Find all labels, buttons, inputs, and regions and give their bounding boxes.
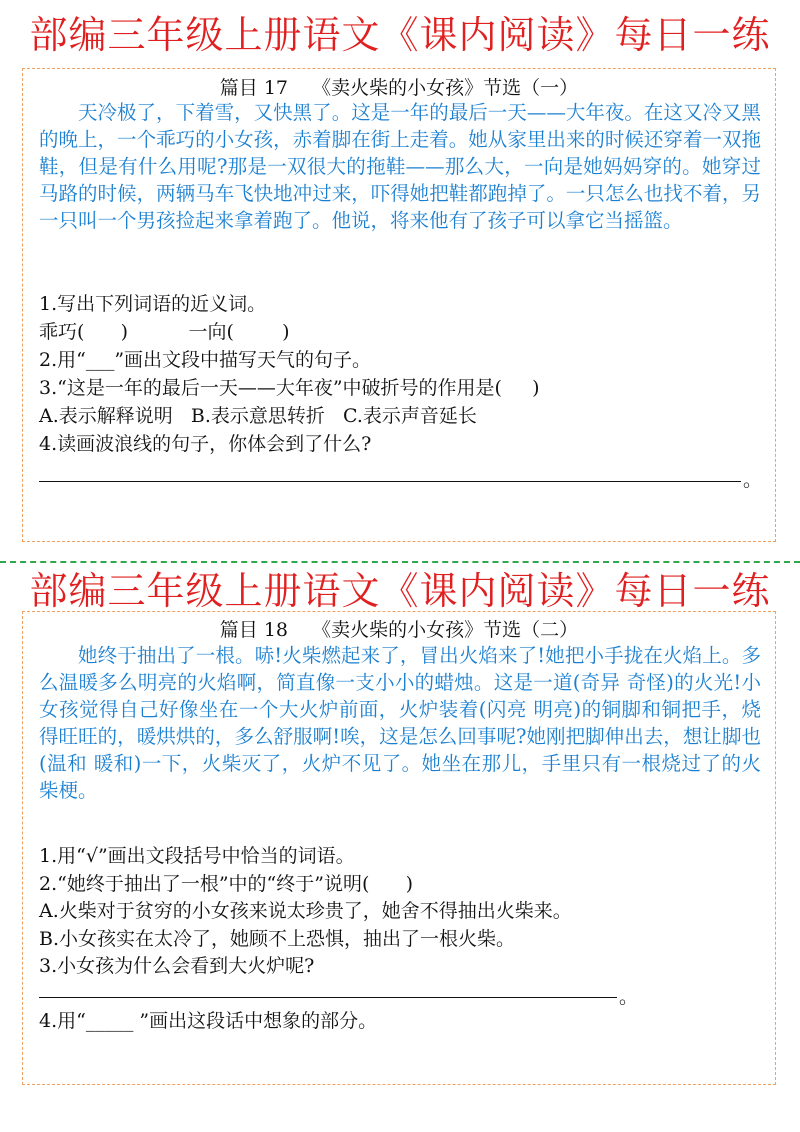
question-18-2-option-a: A.火柴对于贫穷的小女孩来说太珍贵了，她舍不得抽出火柴来。 — [39, 900, 572, 922]
question-17-3-options: A.表示解释说明 B.表示意思转折 C.表示声音延长 — [39, 405, 477, 427]
question-17-1: 1.写出下列词语的近义词。 — [39, 293, 267, 315]
answer-line-18-3-end: 。 — [619, 986, 639, 1008]
question-18-2-option-b: B.小女孩实在太冷了，她顾不上恐惧，抽出了一根火柴。 — [39, 928, 516, 950]
question-17-4: 4.读画波浪线的句子，你体会到了什么? — [39, 433, 372, 455]
section-title-17: 篇目 17 《卖火柴的小女孩》节选（一） — [219, 77, 579, 99]
answer-line-17-4-end: 。 — [743, 469, 763, 491]
question-17-2: 2.用“___”画出文段中描写天气的句子。 — [39, 349, 372, 371]
passage-18: 她终于抽出了一根。哧!火柴燃起来了，冒出火焰来了!她把小手拢在火焰上。多么温暖多么明亮的火焰啊，简直像一支小小的蜡烛。这是一道(奇异 奇怪)的火光!小女孩觉得自己好像坐在一个大火炉前面，火炉装着(闪亮 明亮)的铜脚和铜把手，烧得旺旺的，暖烘烘的，多么舒服啊!唉，这是怎么回事呢?她刚把脚伸出去，想让脚也(温和 暖和)一下，火柴灭了，火炉不见了。她坐在那儿，手里只有一根烧过了的火柴梗。 — [39, 644, 761, 802]
section-title-18: 篇目 18 《卖火柴的小女孩》节选（二） — [219, 619, 579, 641]
exercise-box-18 — [22, 611, 776, 1085]
question-18-3: 3.小女孩为什么会看到大火炉呢? — [39, 955, 315, 977]
section-divider — [0, 561, 800, 563]
page-title-top: 部编三年级上册语文《课内阅读》每日一练 — [29, 13, 771, 57]
answer-line-17-4[interactable] — [39, 481, 741, 482]
question-17-1-words: 乖巧( ) 一向( ) — [39, 321, 290, 343]
page-title-bottom: 部编三年级上册语文《课内阅读》每日一练 — [29, 569, 771, 613]
exercise-box-17 — [22, 68, 776, 542]
passage-17: 天冷极了，下着雪，又快黑了。这是一年的最后一天——大年夜。在这又冷又黑的晚上，一个乖巧的小女孩，赤着脚在街上走着。她从家里出来的时候还穿着一双拖鞋，但是有什么用呢?那是一双很大的拖鞋——那么大，一向是她妈妈穿的。她穿过马路的时候，两辆马车飞快地冲过来，吓得她把鞋都跑掉了。一只怎么也找不着，另一只叫一个男孩捡起来拿着跑了。他说，将来他有了孩子可以拿它当摇篮。 — [39, 101, 761, 232]
question-17-3: 3.“这是一年的最后一天——大年夜”中破折号的作用是( ) — [39, 377, 540, 399]
question-18-2: 2.“她终于抽出了一根”中的“终于”说明( ) — [39, 873, 414, 895]
question-18-4: 4.用“_____ ”画出这段话中想象的部分。 — [39, 1010, 378, 1032]
answer-line-18-3[interactable] — [39, 997, 617, 998]
question-18-1: 1.用“√”画出文段括号中恰当的词语。 — [39, 845, 355, 867]
